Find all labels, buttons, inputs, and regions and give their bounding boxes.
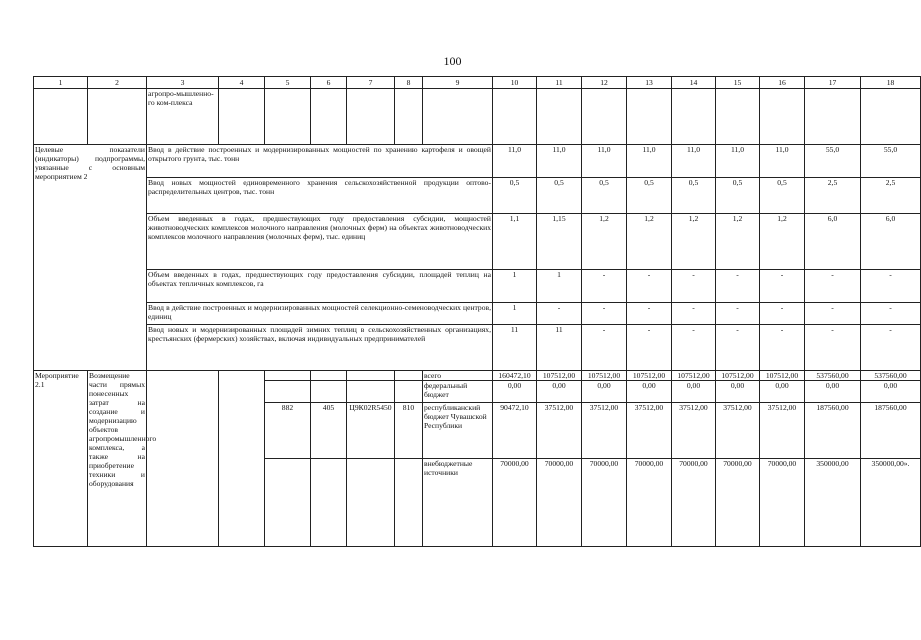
empty-cell: [395, 381, 423, 403]
column-number: 14: [672, 77, 716, 89]
continuation-text: агропро-мышленно-го ком-плекса: [147, 89, 219, 145]
column-number: 12: [582, 77, 627, 89]
indicator-value: 1,2: [582, 214, 627, 270]
empty-cell: [311, 89, 347, 145]
empty-cell: [861, 89, 921, 145]
indicator-value: 11,0: [760, 145, 805, 178]
column-number: 5: [265, 77, 311, 89]
funding-source: всего: [423, 371, 493, 381]
event-description: Возмещение части прямых понесенных затрат на создание и модернизацию объектов агропромышленного комплекса, а также на приобретение техники и оборудования: [88, 371, 147, 547]
column-number: 18: [861, 77, 921, 89]
funding-value: 0,00: [493, 381, 537, 403]
indicator-value: 1,2: [716, 214, 760, 270]
indicator-value: -: [627, 325, 672, 371]
indicator-value: -: [861, 303, 921, 325]
empty-cell: [423, 89, 493, 145]
funding-value: 90472,10: [493, 403, 537, 459]
indicator-value: 0,5: [627, 178, 672, 214]
indicator-row: [34, 145, 921, 178]
column-number: 6: [311, 77, 347, 89]
empty-cell: [311, 459, 347, 547]
empty-cell: [311, 371, 347, 381]
empty-cell: [760, 89, 805, 145]
column-number: 13: [627, 77, 672, 89]
code-csr: Ц9К02R5450: [347, 403, 395, 459]
column-number: 9: [423, 77, 493, 89]
indicator-value: -: [716, 325, 760, 371]
empty-cell: [347, 381, 395, 403]
indicator-text: Ввод новых и модернизированных площадей зимних теплиц в сельскохозяйственных организациях, крестьянских (фермерских) хозяйствах, включая индивидуальных предпринимателей: [147, 325, 493, 371]
indicator-value: -: [627, 270, 672, 303]
empty-cell: [672, 89, 716, 145]
funding-value: 160472,10: [493, 371, 537, 381]
funding-value: 70000,00: [493, 459, 537, 547]
funding-value: 70000,00: [537, 459, 582, 547]
empty-cell: [347, 371, 395, 381]
column-number: 3: [147, 77, 219, 89]
indicator-value: 11: [537, 325, 582, 371]
indicator-row: [34, 178, 921, 214]
empty-cell: [34, 89, 88, 145]
column-number: 7: [347, 77, 395, 89]
indicator-value: -: [582, 303, 627, 325]
funding-value: 37512,00: [716, 403, 760, 459]
indicator-value: 2,5: [805, 178, 861, 214]
indicator-row: [34, 303, 921, 325]
indicator-value: -: [805, 303, 861, 325]
page-number: 100: [443, 54, 462, 68]
indicator-value: 0,5: [672, 178, 716, 214]
indicator-row: [34, 214, 921, 270]
funding-row: [34, 371, 921, 381]
indicator-value: -: [627, 303, 672, 325]
indicator-value: 11,0: [582, 145, 627, 178]
column-number: 11: [537, 77, 582, 89]
indicator-value: -: [716, 303, 760, 325]
indicator-value: 55,0: [805, 145, 861, 178]
empty-cell: [582, 89, 627, 145]
indicator-value: -: [537, 303, 582, 325]
indicator-value: 1,2: [627, 214, 672, 270]
indicator-value: 11,0: [627, 145, 672, 178]
indicator-value: 1,2: [760, 214, 805, 270]
indicator-value: 0,5: [493, 178, 537, 214]
funding-value: 107512,00: [537, 371, 582, 381]
indicator-value: 1,2: [672, 214, 716, 270]
empty-cell: [716, 89, 760, 145]
indicator-value: 6,0: [861, 214, 921, 270]
funding-value: 187560,00: [861, 403, 921, 459]
empty-cell: [265, 371, 311, 381]
empty-cell: [493, 89, 537, 145]
empty-cell: [88, 89, 147, 145]
indicator-text: Ввод новых мощностей единовременного хранения сельскохозяйственной продукции оптово-распределительных центров, тыс. тонн: [147, 178, 493, 214]
funding-value: 70000,00: [672, 459, 716, 547]
funding-value: 107512,00: [582, 371, 627, 381]
indicator-value: 6,0: [805, 214, 861, 270]
indicator-row: [34, 270, 921, 303]
empty-cell: [147, 371, 219, 547]
funding-value: 107512,00: [672, 371, 716, 381]
empty-cell: [395, 371, 423, 381]
funding-value: 0,00: [537, 381, 582, 403]
funding-source: внебюджетные источники: [423, 459, 493, 547]
funding-value: 107512,00: [627, 371, 672, 381]
indicator-value: -: [760, 270, 805, 303]
empty-cell: [805, 89, 861, 145]
indicator-value: 11: [493, 325, 537, 371]
indicator-value: -: [672, 303, 716, 325]
funding-source: республиканский бюджет Чувашской Республики: [423, 403, 493, 459]
funding-value: 0,00: [582, 381, 627, 403]
indicators-label: Целевые показатели (индикаторы) подпрограммы, увязанные с основным мероприятием 2: [34, 145, 147, 371]
indicator-value: 0,5: [760, 178, 805, 214]
indicator-value: -: [672, 325, 716, 371]
column-number: 4: [219, 77, 265, 89]
column-number-row: [34, 77, 921, 89]
program-table: [33, 76, 921, 547]
column-number: 2: [88, 77, 147, 89]
indicator-text: Объем введенных в годах, предшествующих году предоставления субсидии, мощностей животноводческих комплексов молочного направления (молочных ферм) на объектах животноводческих комплексов молочного направления (молочных ферм), тыс. единиц: [147, 214, 493, 270]
funding-source: федеральный бюджет: [423, 381, 493, 403]
funding-value: 70000,00: [760, 459, 805, 547]
funding-value: 350000,00: [805, 459, 861, 547]
indicator-value: 1: [537, 270, 582, 303]
indicator-value: -: [861, 325, 921, 371]
code-grbs: 882: [265, 403, 311, 459]
indicator-value: 1,1: [493, 214, 537, 270]
indicator-value: 1,15: [537, 214, 582, 270]
indicator-value: 0,5: [537, 178, 582, 214]
funding-value: 0,00: [627, 381, 672, 403]
empty-cell: [395, 89, 423, 145]
indicator-value: -: [716, 270, 760, 303]
funding-value: 0,00: [672, 381, 716, 403]
funding-value: 37512,00: [537, 403, 582, 459]
indicator-value: -: [582, 270, 627, 303]
column-number: 8: [395, 77, 423, 89]
indicator-value: 11,0: [537, 145, 582, 178]
indicator-value: 55,0: [861, 145, 921, 178]
indicator-value: -: [805, 270, 861, 303]
empty-cell: [265, 89, 311, 145]
indicator-value: -: [805, 325, 861, 371]
funding-value: 70000,00: [627, 459, 672, 547]
funding-value: 350000,00».: [861, 459, 921, 547]
indicator-text: Ввод в действие построенных и модернизированных мощностей по хранению картофеля и овощей открытого грунта, тыс. тонн: [147, 145, 493, 178]
funding-value: 537560,00: [805, 371, 861, 381]
column-number: 15: [716, 77, 760, 89]
indicator-value: 1: [493, 303, 537, 325]
indicator-text: Объем введенных в годах, предшествующих году предоставления субсидии, площадей теплиц на объектах тепличных комплексов, га: [147, 270, 493, 303]
indicator-value: 11,0: [672, 145, 716, 178]
indicator-value: 11,0: [493, 145, 537, 178]
indicator-value: 0,5: [716, 178, 760, 214]
empty-cell: [347, 459, 395, 547]
code-vr: 810: [395, 403, 423, 459]
empty-cell: [311, 381, 347, 403]
empty-cell: [347, 89, 395, 145]
funding-value: 0,00: [760, 381, 805, 403]
indicator-value: -: [582, 325, 627, 371]
column-number: 1: [34, 77, 88, 89]
funding-value: 37512,00: [760, 403, 805, 459]
empty-cell: [219, 371, 265, 547]
empty-cell: [219, 89, 265, 145]
funding-value: 0,00: [805, 381, 861, 403]
indicator-value: -: [861, 270, 921, 303]
indicator-text: Ввод в действие построенных и модернизированных мощностей селекционно-семеноводческих центров, единиц: [147, 303, 493, 325]
indicator-value: -: [760, 303, 805, 325]
funding-value: 107512,00: [716, 371, 760, 381]
code-rzpr: 405: [311, 403, 347, 459]
column-number: 17: [805, 77, 861, 89]
funding-value: 107512,00: [760, 371, 805, 381]
empty-cell: [265, 459, 311, 547]
indicator-row: [34, 325, 921, 371]
indicator-value: 11,0: [716, 145, 760, 178]
indicator-value: 2,5: [861, 178, 921, 214]
funding-value: 37512,00: [627, 403, 672, 459]
funding-value: 0,00: [716, 381, 760, 403]
column-number: 16: [760, 77, 805, 89]
indicator-value: -: [672, 270, 716, 303]
funding-value: 537560,00: [861, 371, 921, 381]
funding-value: 70000,00: [582, 459, 627, 547]
empty-cell: [265, 381, 311, 403]
event-label: Мероприятие 2.1: [34, 371, 88, 547]
indicator-value: 0,5: [582, 178, 627, 214]
indicator-value: -: [760, 325, 805, 371]
funding-value: 0,00: [861, 381, 921, 403]
indicator-value: 1: [493, 270, 537, 303]
funding-value: 70000,00: [716, 459, 760, 547]
empty-cell: [537, 89, 582, 145]
funding-value: 37512,00: [672, 403, 716, 459]
continuation-row: [34, 89, 921, 145]
column-number: 10: [493, 77, 537, 89]
funding-value: 187560,00: [805, 403, 861, 459]
empty-cell: [395, 459, 423, 547]
funding-value: 37512,00: [582, 403, 627, 459]
empty-cell: [627, 89, 672, 145]
